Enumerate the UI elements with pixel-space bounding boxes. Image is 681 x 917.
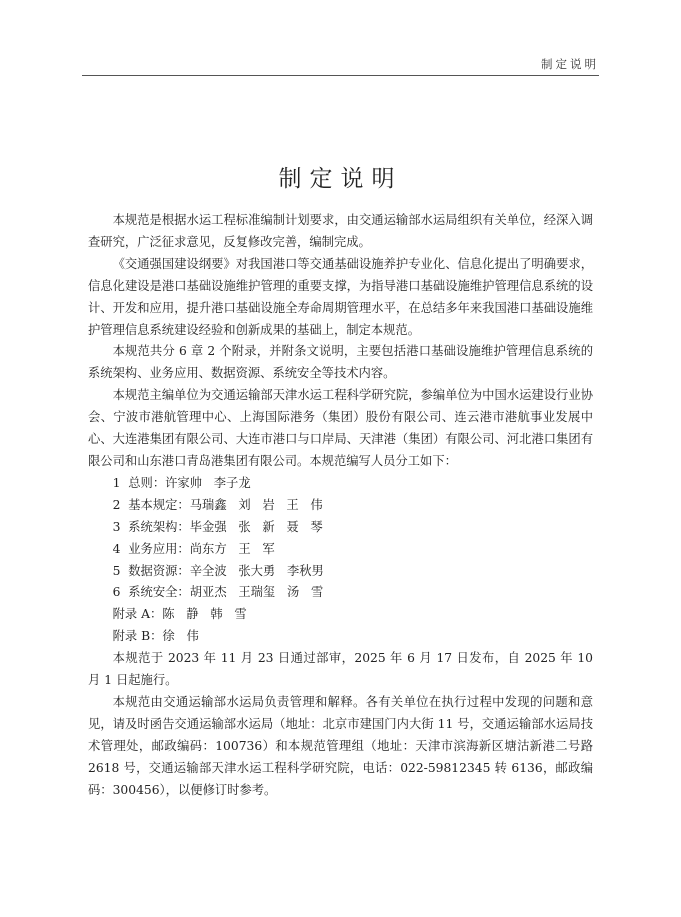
page-title: 制定说明: [278, 166, 403, 192]
author-list-item: 2 基本规定：马瑞鑫 刘 岩 王 伟: [112, 497, 323, 512]
author-list-item: 1 总则：许家帅 李子龙: [112, 475, 251, 490]
header-rule: [82, 75, 599, 76]
author-list-item: 附录 A：陈 静 韩 雪: [112, 607, 247, 622]
paragraph-background: 《交通强国建设纲要》对我国港口等交通基础设施养护专业化、信息化提出了明确要求，信息化建设是港口基础设施维护管理的重要支撑，为指导港口基础设施维护管理信息系统的设计、开发和应用，提升港口基础设施全寿命周期管理水平，在总结多年来我国港口基础设施维护管理信息系统建设经验和创新成果的基础上，制定本规范。: [88, 256, 593, 337]
author-list-item: 5 数据资源：辛全波 张大勇 李秋男: [112, 563, 324, 578]
paragraph-contact: 本规范由交通运输部水运局负责管理和解释。各有关单位在执行过程中发现的问题和意见，请及时函告交通运输部水运局（地址：北京市建国门内大街 11 号，交通运输部水运局技术管理处，邮政编码：100736）和本规范管理组（地址：天津市滨海新区塘沽新港二号路 2618 号，交通运输部天津水运工程科学研究院，电话：022-59812345 转 6136，邮政编码：300456），以便修订时参考。: [88, 694, 593, 797]
body-text: [88, 210, 593, 801]
author-list-item: 4 业务应用：尚东方 王 军: [112, 541, 275, 556]
author-list-item: 6 系统安全：胡亚杰 王瑞玺 汤 雪: [112, 585, 324, 600]
running-header: 制定说明: [541, 57, 599, 71]
paragraph-dates: 本规范于 2023 年 11 月 23 日通过部审，2025 年 6 月 17 日发布，自 2025 年 10 月 1 日起施行。: [88, 651, 593, 688]
paragraph-scope: 本规范共分 6 章 2 个附录，并附条文说明，主要包括港口基础设施维护管理信息系统的系统架构、业务应用、数据资源、系统安全等技术内容。: [88, 344, 593, 381]
author-list-item: 3 系统架构：毕金强 张 新 聂 琴: [112, 519, 323, 534]
paragraph-plan: 本规范是根据水运工程标准编制计划要求，由交通运输部水运局组织有关单位，经深入调查研究，广泛征求意见，反复修改完善，编制完成。: [88, 213, 593, 249]
author-list-item: 附录 B：徐 伟: [112, 629, 199, 644]
paragraph-units: 本规范主编单位为交通运输部天津水运工程科学研究院，参编单位为中国水运建设行业协会、宁波市港航管理中心、上海国际港务（集团）股份有限公司、连云港市港航事业发展中心、大连港集团有限公司、大连市港口与口岸局、天津港（集团）有限公司、河北港口集团有限公司和山东港口青岛港集团有限公司。本规范编写人员分工如下：: [88, 388, 593, 468]
